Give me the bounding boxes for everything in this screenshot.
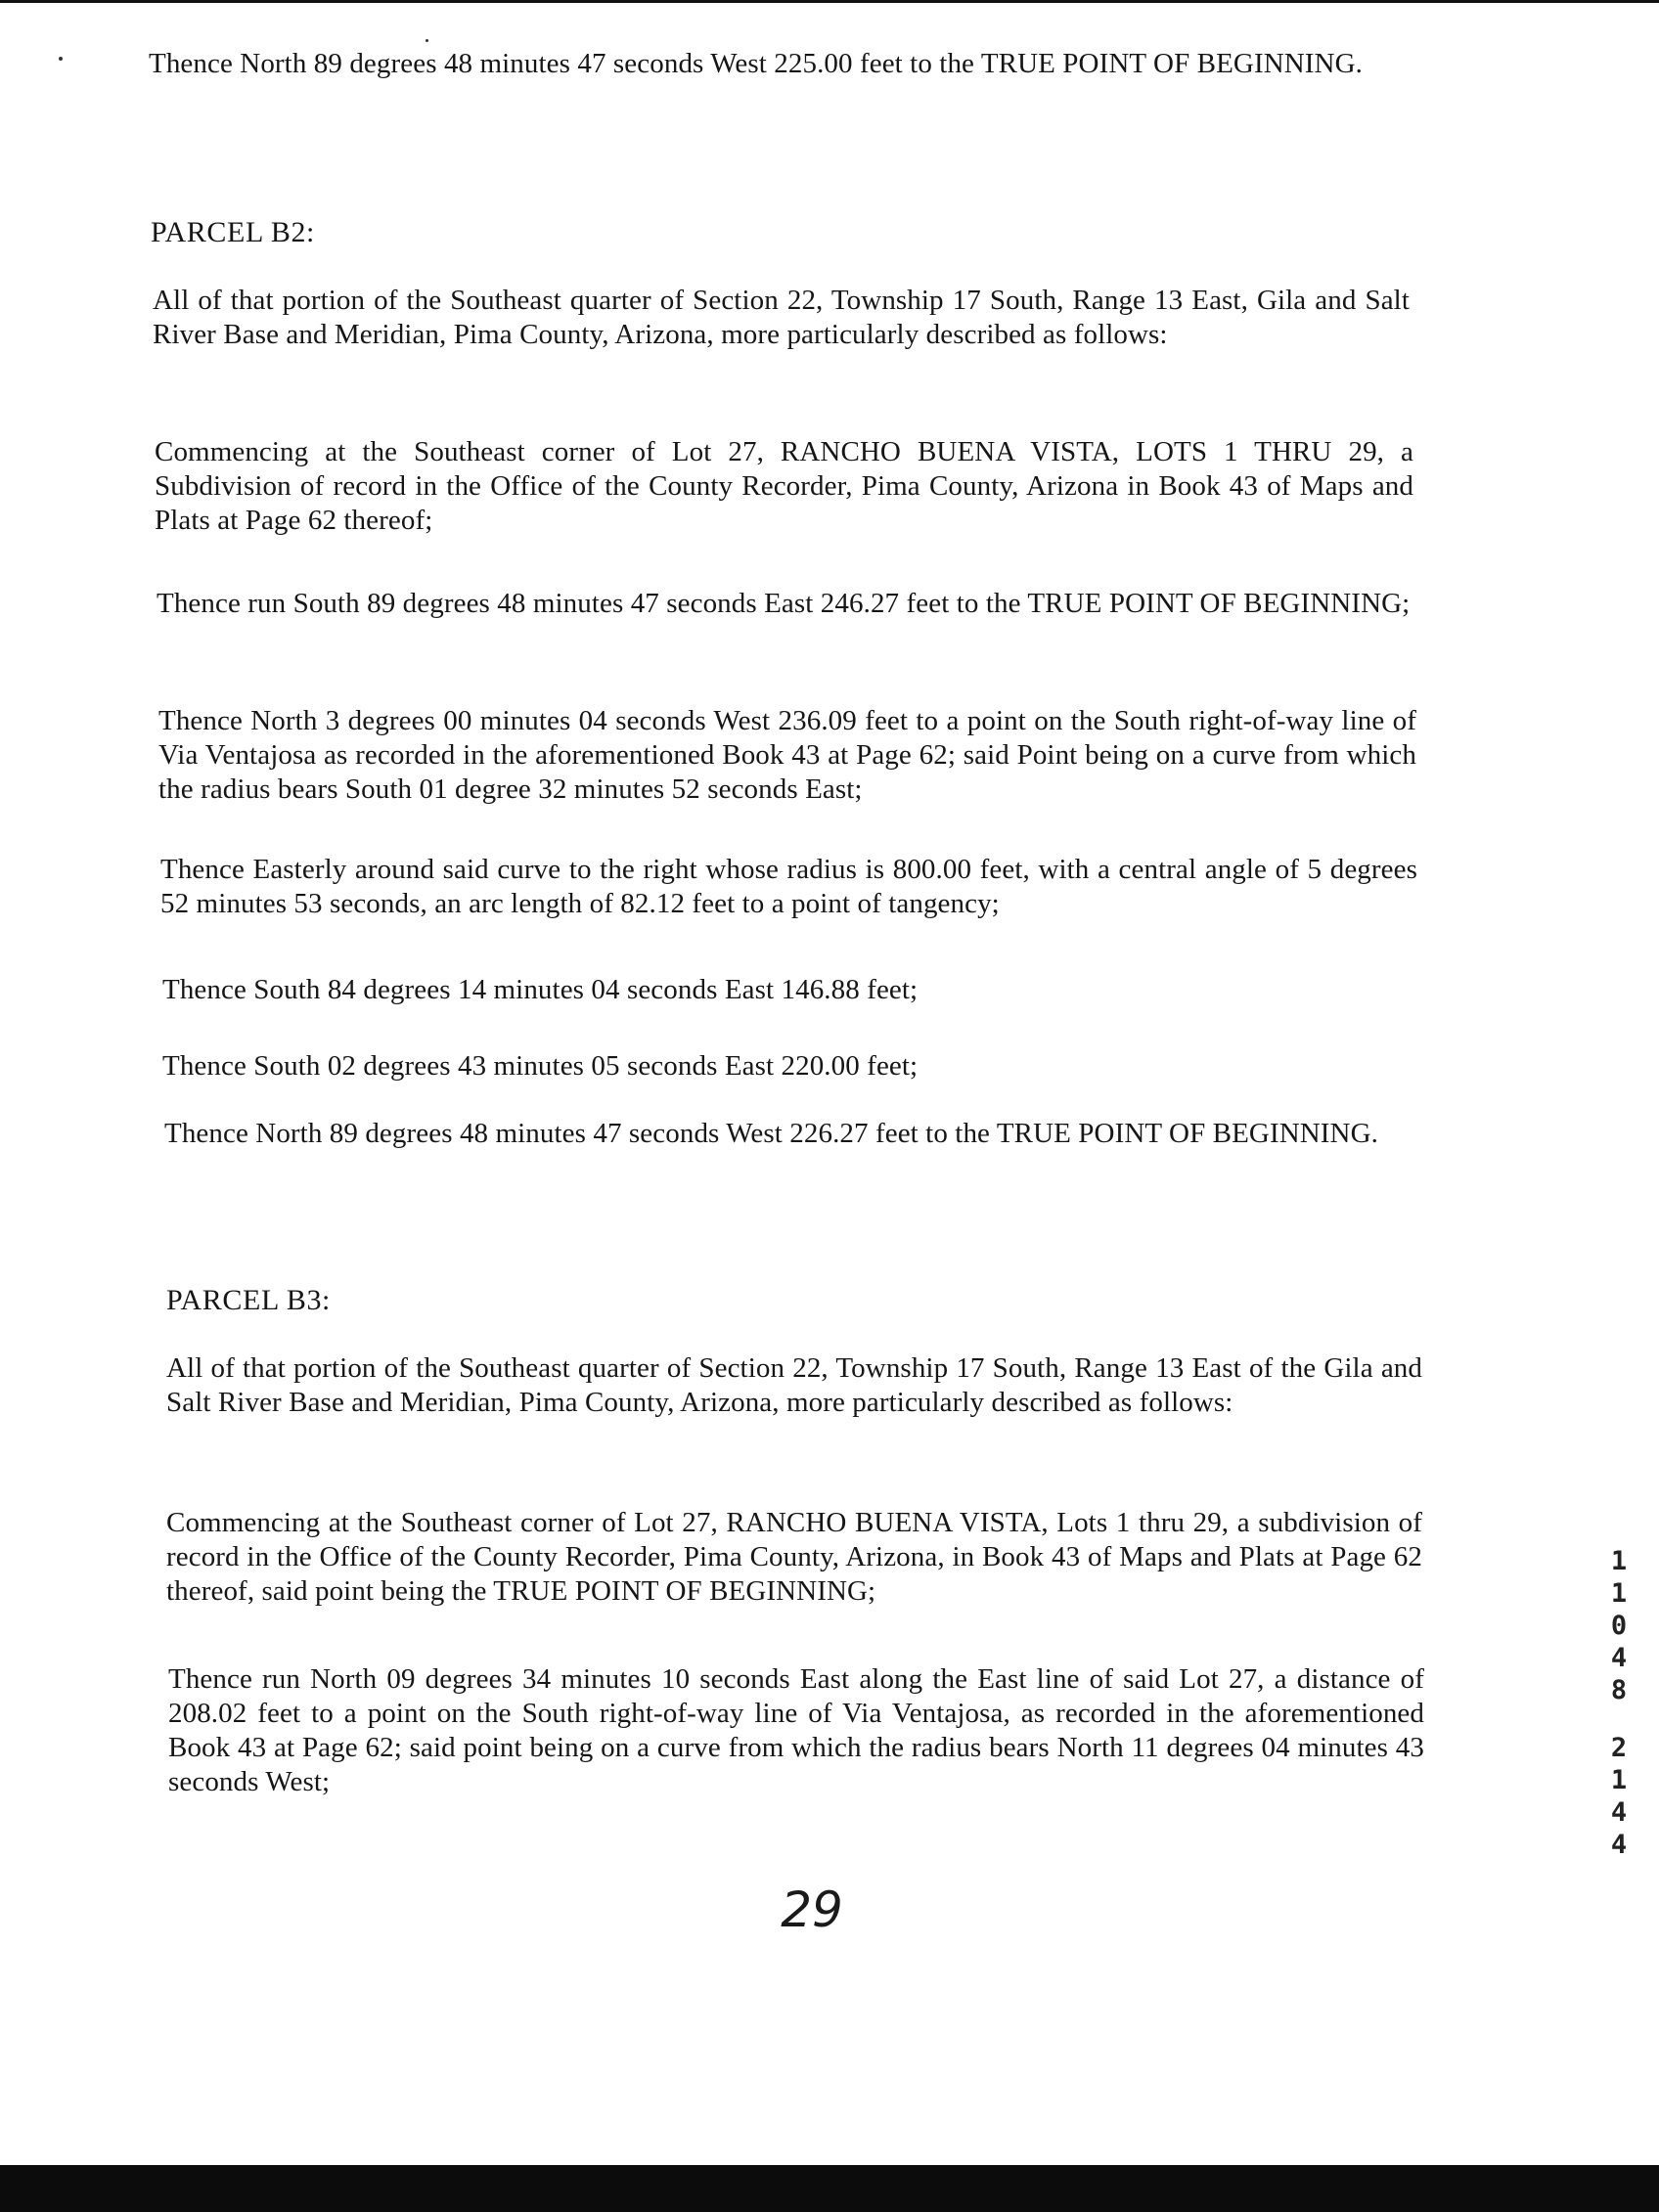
parcel-b2-call-4: Thence South 84 degrees 14 minutes 04 seconds East 146.88 feet; bbox=[162, 974, 919, 1005]
stamp-digit: 2 bbox=[1610, 1733, 1628, 1763]
parcel-b2-call-1: Thence run South 89 degrees 48 minutes 47 seconds East 246.27 feet to the TRUE POINT OF BEGINNING; bbox=[157, 588, 1411, 619]
stamp-digit: 1 bbox=[1610, 1578, 1628, 1609]
stamp-gap bbox=[1604, 1706, 1634, 1732]
parcel-b3-call-1: Thence run North 09 degrees 34 minutes 10 seconds East along the East line of said Lot 27, a distance of 208.02 feet to a point on the South right-of-way line of Via Ventajosa, as recorded in the aforementioned Book 43 at Page 62; said point being on a curve from which the radius bears North 11 degrees 04 minutes 43 seconds West; bbox=[168, 1663, 1424, 1797]
stamp-digit: 1 bbox=[1610, 1765, 1628, 1795]
stamp-digit: 4 bbox=[1610, 1830, 1628, 1860]
bottom-scan-edge bbox=[0, 2165, 1659, 2212]
parcel-b2-call-2: Thence North 3 degrees 00 minutes 04 seconds West 236.09 feet to a point on the South right-of-way line of Via Ventajosa as recorded in the aforementioned Book 43 at Page 62; said Point being on a curve from which the radius bears South 01 degree 32 minutes 52 seconds East; bbox=[158, 705, 1416, 805]
stamp-digit: 8 bbox=[1610, 1675, 1628, 1705]
parcel-b3-commencing: Commencing at the Southeast corner of Lot 27, RANCHO BUENA VISTA, Lots 1 thru 29, a subdivision of record in the Office of the County Recorder, Pima County, Arizona, in Book 43 of Maps and Plats at Page 62 thereof, said point being the TRUE POINT OF BEGINNING; bbox=[166, 1507, 1422, 1607]
parcel-b2-call-3: Thence Easterly around said curve to the right whose radius is 800.00 feet, with a central angle of 5 degrees 52 minutes 53 seconds, an arc length of 82.12 feet to a point of tangency; bbox=[160, 854, 1417, 919]
parcel-b2-description: All of that portion of the Southeast quarter of Section 22, Township 17 South, Range 13 East, Gila and Salt River Base and Meridian, Pima County, Arizona, more particularly described as follows: bbox=[153, 285, 1410, 350]
handwritten-page-number: 29 bbox=[781, 1881, 843, 1938]
parcel-b2-call-6: Thence North 89 degrees 48 minutes 47 seconds West 226.27 feet to the TRUE POINT OF BEGINNING. bbox=[164, 1118, 1378, 1149]
recording-number-stamp bbox=[1604, 1545, 1634, 1861]
parcel-b2-heading: PARCEL B2: bbox=[151, 216, 315, 248]
stamp-digit: 1 bbox=[1610, 1546, 1628, 1576]
parcel-b3-heading: PARCEL B3: bbox=[166, 1284, 331, 1316]
closing-paragraph: Thence North 89 degrees 48 minutes 47 seconds West 225.00 feet to the TRUE POINT OF BEGINNING. bbox=[149, 48, 1363, 79]
parcel-b2-commencing: Commencing at the Southeast corner of Lot 27, RANCHO BUENA VISTA, LOTS 1 THRU 29, a Subdivision of record in the Office of the County Recorder, Pima County, Arizona in Book 43 of Maps and Plats at Page 62 thereof; bbox=[155, 436, 1413, 536]
stamp-digit: 4 bbox=[1610, 1643, 1628, 1673]
parcel-b2-call-5: Thence South 02 degrees 43 minutes 05 seconds East 220.00 feet; bbox=[162, 1050, 919, 1082]
parcel-b3-description: All of that portion of the Southeast quarter of Section 22, Township 17 South, Range 13 East of the Gila and Salt River Base and Meridian, Pima County, Arizona, more particularly described as follows: bbox=[166, 1352, 1422, 1418]
stamp-digit: 4 bbox=[1610, 1797, 1628, 1828]
stamp-digit: 0 bbox=[1610, 1611, 1628, 1641]
